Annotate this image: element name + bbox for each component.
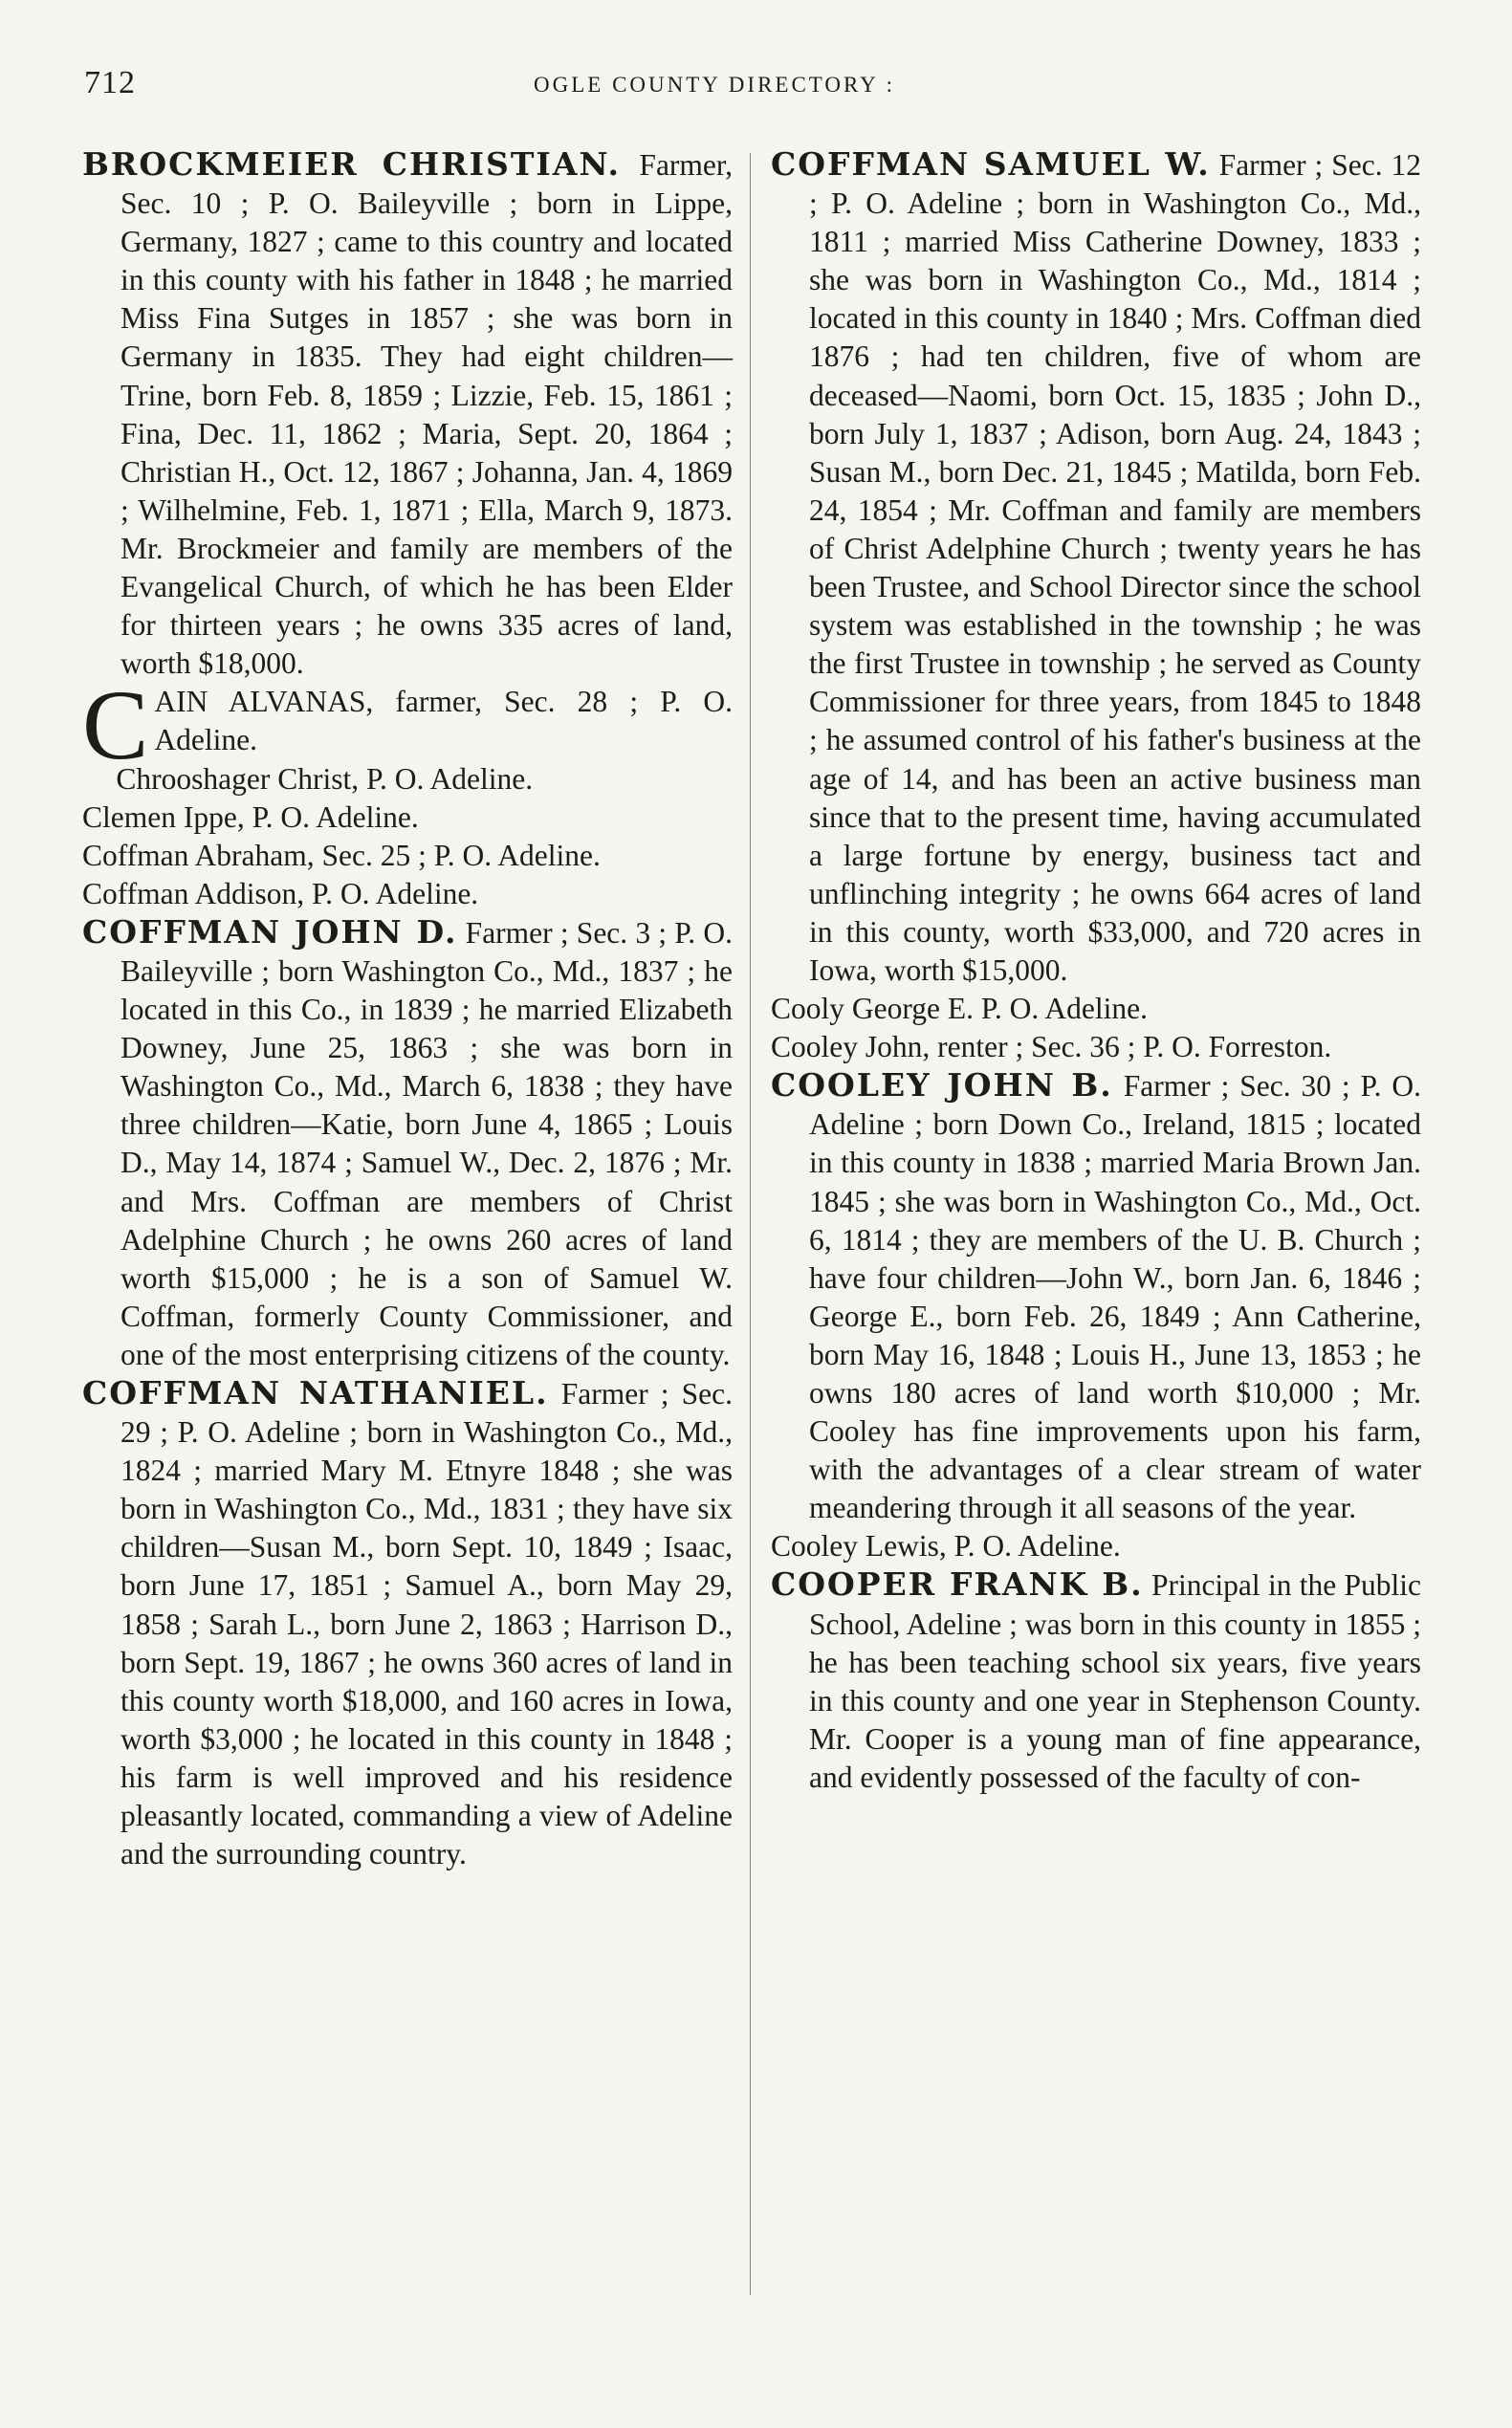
entry-coffman-addison: Coffman Addison, P. O. Adeline. [82,876,479,910]
entry-name: COFFMAN JOHN D. [82,912,458,951]
entry-cooly-george: Cooly George E. P. O. Adeline. [771,992,1149,1026]
entry-text: Farmer, Sec. 10 ; P. O. Baileyville ; born in Lippe, Germany, 1827 ; came to this country and located in this county with his father in 1848 ; he married Miss Fina Sutges in 1857 ; she was born in Germany in 1835. They had eight children—Trine, born Feb. 8, 1859 ; Lizzie, Feb. 15, 1861 ; Fina, Dec. 11, 1862 ; Maria, Sept. 20, 1864 ; Christian H., Oct. 12, 1867 ; Johanna, Jan. 4, 1869 ; Wilhelmine, Feb. 1, 1871 ; Ella, March 9, 1873. Mr. Brockmeier and family are members of the Evangelical Church, of which he has been Elder for thirteen years ; he owns 335 acres of land, worth $18,000. [121,148,733,681]
entry-cooper-frank-b [771,1565,1421,1797]
entry-name: COFFMAN SAMUEL W. [771,145,1211,183]
entry-text: Farmer ; Sec. 3 ; P. O. Baileyville ; born Washington Co., Md., 1837 ; he located in this Co., in 1839 ; he married Elizabeth Downey, June 25, 1863 ; she was born in Washington Co., Md., March 6, 1838 ; they have three children—Katie, born June 4, 1865 ; Louis D., May 14, 1874 ; Samuel W., Dec. 2, 1876 ; Mr. and Mrs. Coffman are members of Christ Adelphine Church ; he owns 260 acres of land worth $15,000 ; he is a son of Samuel W. Coffman, formerly County Commissioner, and one of the most enterprising citizens of the county. [121,915,734,1371]
entry-coffman-john-d [82,913,733,1374]
entry-cooley-john-b [771,1066,1421,1527]
entry-name: COFFMAN NATHANIEL. [82,1374,549,1411]
entry-text: Farmer ; Sec. 30 ; P. O. Adeline ; born Down Co., Ireland, 1815 ; located in this county in 1838 ; married Maria Brown Jan. 1845 ; she was born in Washington Co., Md., Oct. 6, 1814 ; they are members of the U. B. Church ; have four children—John W., born Jan. 6, 1846 ; George E., born Feb. 26, 1849 ; Ann Catherine, born May 16, 1848 ; Louis H., June 13, 1853 ; he owns 180 acres of land worth $10,000 ; Mr. Cooley has fine improvements upon his farm, with the advantages of a clear stream of water meandering through it all seasons of the year. [809,1069,1421,1525]
entry-cooley-john: Cooley John, renter ; Sec. 36 ; P. O. Forreston. [771,1030,1332,1064]
running-head: OGLE COUNTY DIRECTORY : [534,73,896,97]
entry-coffman-samuel-w [771,145,1421,990]
entry-text: AIN ALVANAS, farmer, Sec. 28 ; P. O. Adeline. [154,685,733,757]
entry-cooley-lewis: Cooley Lewis, P. O. Adeline. [771,1529,1121,1564]
entry-chrooshager-christ: Chrooshager Christ, P. O. Adeline. [116,761,534,796]
right-column [771,145,1421,1797]
column-divider [750,153,751,2295]
entry-name: COOLEY JOHN B. [771,1066,1113,1105]
entry-name: COOPER FRANK B. [771,1565,1144,1604]
entry-coffman-abraham: Coffman Abraham, Sec. 25 ; P. O. Adeline. [82,838,601,872]
page-header [84,65,1426,113]
entry-clemen-ippe: Clemen Ippe, P. O. Adeline. [82,799,419,834]
entry-coffman-nathaniel [82,1374,733,1873]
entry-name: BROCKMEIER CHRISTIAN. [82,145,622,183]
entry-text: Principal in the Public School, Adeline ; was born in this county in 1855 ; he has been teaching school six years, five years in this county and one year in Stephenson County. Mr. Cooper is a young man of fine appearance, and evidently possessed of the faculty of con- [809,1568,1422,1794]
entry-brockmeier-christian [82,145,733,683]
entry-text: Farmer ; Sec. 12 ; P. O. Adeline ; born in Washington Co., Md., 1811 ; married Miss Catherine Downey, 1833 ; she was born in Washington Co., Md., 1814 ; located in this county in 1840 ; Mrs. Coffman died 1876 ; had ten children, five of whom are deceased—Naomi, born Oct. 15, 1835 ; John D., born July 1, 1837 ; Adison, born Aug. 24, 1843 ; Susan M., born Dec. 21, 1845 ; Matilda, born Feb. 24, 1854 ; Mr. Coffman and family are members of Christ Adelphine Church ; twenty years he has been Trustee, and School Director since the school system was established in the township ; he was the first Trustee in township ; he served as County Commissioner for three years, from 1845 to 1848 ; he assumed control of his father's business at the age of 14, and has been an active business man since that to the present time, having accumulated a large fortune by energy, business tact and unflinching integrity ; he owns 664 acres of land in this county, worth $33,000, and 720 acres in Iowa, worth $15,000. [809,148,1422,987]
entry-text: Farmer ; Sec. 29 ; P. O. Adeline ; born in Washington Co., Md., 1824 ; married Mary M. Etnyre 1848 ; she was born in Washington Co., Md., 1831 ; they have six children—Susan M., born Sept. 10, 1849 ; Isaac, born June 17, 1851 ; Samuel A., born May 29, 1858 ; Sarah L., born June 2, 1863 ; Harrison D., born Sept. 19, 1867 ; he owns 360 acres of land in this county worth $18,000, and 160 acres in Iowa, worth $3,000 ; he located in this county in 1848 ; his farm is well improved and his residence pleasantly located, commanding a view of Adeline and the surrounding country. [121,1377,733,1871]
page-number: 712 [84,65,136,100]
drop-cap-initial: C [82,670,149,781]
left-column [82,145,733,1873]
